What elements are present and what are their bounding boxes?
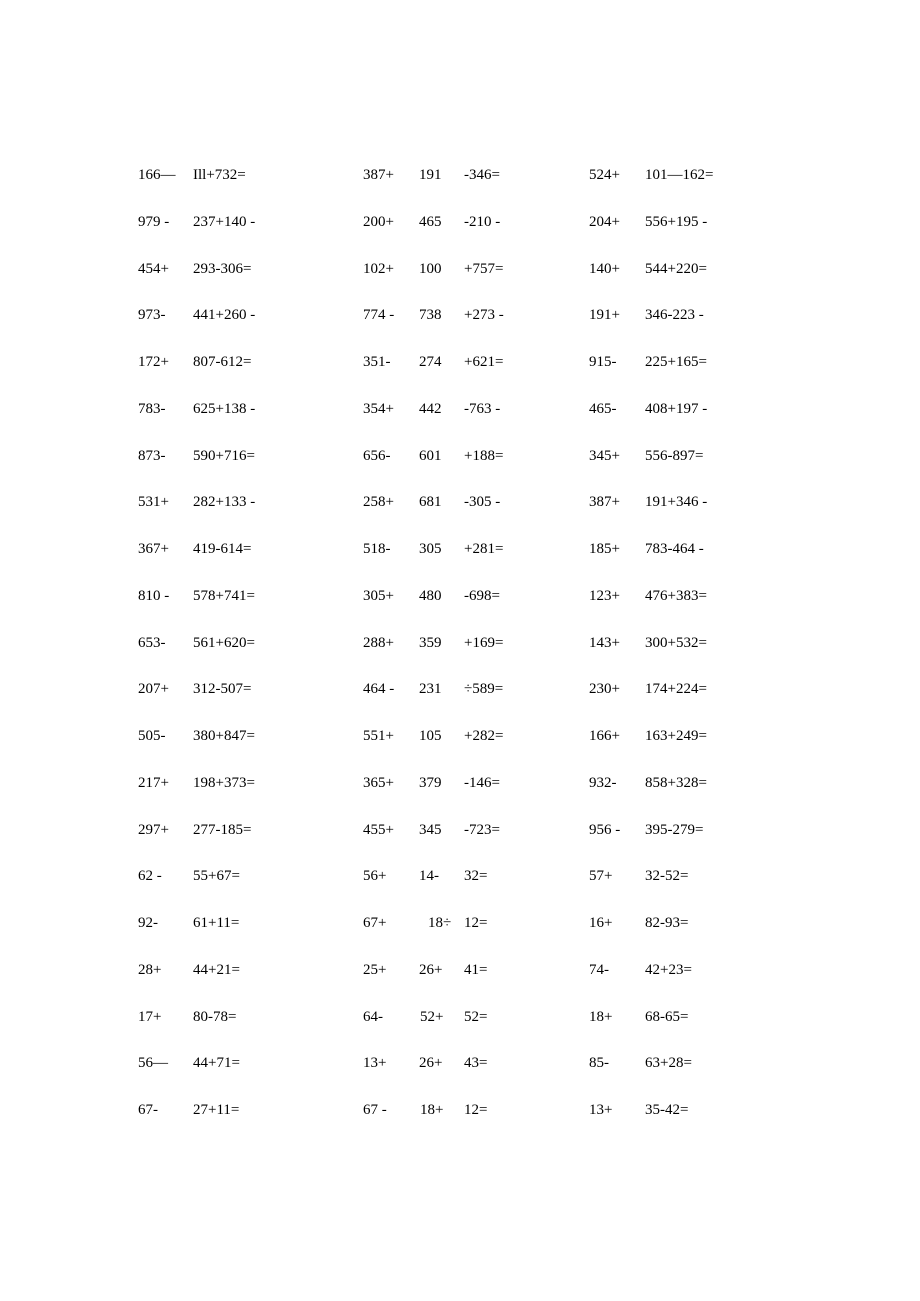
- problem-cell-right-second: 225+165=: [645, 354, 707, 370]
- problem-cell-mid-first: 288+: [363, 634, 394, 651]
- problem-cell-left-second: 293-306=: [193, 260, 252, 277]
- problem-cell-mid-first: 774 -: [363, 307, 395, 324]
- problem-cell-right-second: 42+23=: [645, 961, 692, 978]
- problem-cell-mid-first: 67 -: [363, 1102, 387, 1118]
- problem-cell-left-first: 297+: [138, 821, 169, 838]
- problem-cell-left-second: Ill+732=: [193, 167, 246, 183]
- problem-cell-right-second: 32-52=: [645, 868, 689, 885]
- problem-cell-mid-third: +282=: [464, 728, 504, 744]
- problem-cell-mid-third: +281=: [464, 541, 504, 557]
- problem-cell-mid-second: 18÷: [428, 915, 452, 931]
- problem-cell-mid-third: +757=: [464, 260, 504, 277]
- problem-cell-mid-second: 738: [419, 307, 442, 324]
- problem-cell-mid-third: 41=: [464, 961, 488, 978]
- problem-cell-mid-second: 52+: [420, 1008, 444, 1025]
- problem-cell-right-second: 395-279=: [645, 821, 704, 838]
- problem-cell-right-first: 524+: [589, 167, 620, 183]
- problem-cell-right-first: 932-: [589, 774, 617, 791]
- problem-cell-left-second: 198+373=: [193, 774, 255, 791]
- problem-cell-right-second: 556-897=: [645, 447, 704, 464]
- problem-cell-mid-second: 105: [419, 728, 442, 744]
- problem-cell-mid-second: 231: [419, 681, 442, 698]
- problem-cell-left-first: 92-: [138, 915, 158, 931]
- problem-row: [0, 350, 920, 374]
- problem-cell-right-second: 476+383=: [645, 587, 707, 604]
- problem-cell-right-first: 74-: [589, 961, 609, 978]
- problem-cell-mid-third: -146=: [464, 774, 500, 791]
- problem-row: [0, 911, 920, 935]
- problem-cell-right-second: 191+346 -: [645, 494, 708, 511]
- problem-cell-mid-second: 359: [419, 634, 442, 651]
- problem-cell-right-first: 140+: [589, 260, 620, 277]
- problem-cell-mid-second: 681: [419, 494, 442, 511]
- problem-cell-right-first: 465-: [589, 400, 617, 417]
- problem-cell-mid-second: 191: [419, 167, 442, 183]
- problem-cell-right-second: 544+220=: [645, 260, 707, 277]
- problem-cell-mid-first: 258+: [363, 494, 394, 511]
- problem-cell-mid-third: +169=: [464, 634, 504, 651]
- problem-cell-left-second: 61+11=: [193, 915, 240, 931]
- problem-cell-left-first: 172+: [138, 354, 169, 370]
- problem-cell-mid-third: 52=: [464, 1008, 488, 1025]
- problem-row: [0, 163, 920, 187]
- problem-cell-right-second: 35-42=: [645, 1102, 689, 1118]
- problem-cell-mid-first: 102+: [363, 260, 394, 277]
- problem-row: [0, 771, 920, 795]
- problem-cell-right-second: 68-65=: [645, 1008, 689, 1025]
- problem-cell-left-first: 56—: [138, 1055, 168, 1072]
- problem-cell-mid-third: +188=: [464, 447, 504, 464]
- problem-cell-mid-third: 32=: [464, 868, 488, 885]
- problem-cell-left-second: 55+67=: [193, 868, 240, 885]
- problem-cell-right-first: 123+: [589, 587, 620, 604]
- problem-row: [0, 1005, 920, 1029]
- problem-cell-left-first: 505-: [138, 728, 166, 744]
- problem-row: [0, 444, 920, 468]
- problem-cell-right-second: 82-93=: [645, 915, 689, 931]
- problem-cell-left-second: 625+138 -: [193, 400, 256, 417]
- problem-cell-mid-first: 64-: [363, 1008, 383, 1025]
- problem-row: [0, 1098, 920, 1122]
- problem-cell-mid-second: 465: [419, 213, 442, 230]
- problem-cell-mid-third: 12=: [464, 1102, 488, 1118]
- problem-cell-left-first: 810 -: [138, 587, 170, 604]
- problem-cell-mid-third: -763 -: [464, 400, 501, 417]
- problem-cell-right-second: 300+532=: [645, 634, 707, 651]
- problem-cell-left-first: 62 -: [138, 868, 162, 885]
- problem-cell-mid-second: 100: [419, 260, 442, 277]
- problem-cell-mid-third: -346=: [464, 167, 500, 183]
- problem-cell-mid-first: 25+: [363, 961, 387, 978]
- problem-cell-right-first: 345+: [589, 447, 620, 464]
- problem-cell-mid-first: 551+: [363, 728, 394, 744]
- problem-cell-mid-third: 43=: [464, 1055, 488, 1072]
- problem-cell-right-first: 204+: [589, 213, 620, 230]
- problem-cell-mid-first: 351-: [363, 354, 391, 370]
- problem-cell-mid-third: -210 -: [464, 213, 501, 230]
- problem-cell-left-second: 807-612=: [193, 354, 252, 370]
- problem-cell-left-first: 783-: [138, 400, 166, 417]
- problem-cell-left-second: 277-185=: [193, 821, 252, 838]
- problem-cell-left-second: 80-78=: [193, 1008, 237, 1025]
- problem-cell-left-first: 531+: [138, 494, 169, 511]
- problem-cell-mid-third: -723=: [464, 821, 500, 838]
- problem-cell-left-first: 28+: [138, 961, 162, 978]
- problem-cell-left-second: 441+260 -: [193, 307, 256, 324]
- problem-cell-right-second: 408+197 -: [645, 400, 708, 417]
- problem-cell-left-first: 653-: [138, 634, 166, 651]
- problem-cell-mid-second: 18+: [420, 1102, 444, 1118]
- problem-row: [0, 677, 920, 701]
- problem-cell-mid-first: 387+: [363, 167, 394, 183]
- problem-cell-mid-second: 379: [419, 774, 442, 791]
- problem-cell-mid-first: 518-: [363, 541, 391, 557]
- problem-cell-left-second: 282+133 -: [193, 494, 256, 511]
- problem-cell-left-second: 27+11=: [193, 1102, 240, 1118]
- problem-cell-mid-first: 656-: [363, 447, 391, 464]
- problem-cell-mid-second: 26+: [419, 1055, 443, 1072]
- problem-cell-right-first: 143+: [589, 634, 620, 651]
- problem-cell-right-first: 166+: [589, 728, 620, 744]
- problem-cell-right-first: 85-: [589, 1055, 609, 1072]
- problem-row: [0, 864, 920, 888]
- problem-row: [0, 210, 920, 234]
- problem-cell-mid-third: -698=: [464, 587, 500, 604]
- problem-cell-mid-first: 365+: [363, 774, 394, 791]
- problem-row: [0, 818, 920, 842]
- problem-cell-right-second: 783-464 -: [645, 541, 704, 557]
- problem-cell-left-first: 207+: [138, 681, 169, 698]
- problem-cell-mid-third: +273 -: [464, 307, 504, 324]
- problem-row: [0, 584, 920, 608]
- problem-cell-right-first: 57+: [589, 868, 613, 885]
- problem-row: [0, 724, 920, 748]
- problem-cell-right-first: 185+: [589, 541, 620, 557]
- problem-cell-left-first: 166—: [138, 167, 176, 183]
- problem-row: [0, 303, 920, 327]
- problem-cell-mid-second: 305: [419, 541, 442, 557]
- problem-cell-left-second: 578+741=: [193, 587, 255, 604]
- problem-cell-right-second: 556+195 -: [645, 213, 708, 230]
- problem-cell-right-second: 346-223 -: [645, 307, 704, 324]
- problem-cell-mid-second: 480: [419, 587, 442, 604]
- problem-cell-left-second: 44+21=: [193, 961, 240, 978]
- problem-cell-mid-third: ÷589=: [464, 681, 504, 698]
- problem-cell-right-first: 387+: [589, 494, 620, 511]
- problem-cell-mid-first: 305+: [363, 587, 394, 604]
- problem-row: [0, 490, 920, 514]
- problem-cell-left-first: 367+: [138, 541, 169, 557]
- problem-cell-mid-second: 26+: [419, 961, 443, 978]
- problem-cell-left-first: 979 -: [138, 213, 170, 230]
- problem-cell-left-second: 380+847=: [193, 728, 255, 744]
- problem-cell-right-second: 174+224=: [645, 681, 707, 698]
- problem-cell-mid-first: 354+: [363, 400, 394, 417]
- problem-row: [0, 958, 920, 982]
- problem-cell-left-first: 217+: [138, 774, 169, 791]
- problem-cell-right-first: 191+: [589, 307, 620, 324]
- problem-row: [0, 257, 920, 281]
- problem-row: [0, 631, 920, 655]
- problem-cell-mid-second: 345: [419, 821, 442, 838]
- problem-cell-mid-first: 67+: [363, 915, 387, 931]
- problem-cell-left-second: 419-614=: [193, 541, 252, 557]
- problem-cell-left-first: 17+: [138, 1008, 162, 1025]
- problem-cell-mid-second: 601: [419, 447, 442, 464]
- problem-cell-right-first: 956 -: [589, 821, 621, 838]
- problem-cell-mid-second: 274: [419, 354, 442, 370]
- problem-cell-mid-second: 14-: [419, 868, 439, 885]
- problem-cell-mid-third: +621=: [464, 354, 504, 370]
- problem-cell-left-first: 873-: [138, 447, 166, 464]
- problem-cell-mid-second: 442: [419, 400, 442, 417]
- problem-row: [0, 537, 920, 561]
- problem-cell-right-first: 18+: [589, 1008, 613, 1025]
- problem-cell-right-first: 16+: [589, 915, 613, 931]
- problem-cell-mid-first: 56+: [363, 868, 387, 885]
- problem-cell-right-first: 915-: [589, 354, 617, 370]
- problem-cell-right-first: 230+: [589, 681, 620, 698]
- problem-cell-left-second: 44+71=: [193, 1055, 240, 1072]
- problem-cell-mid-first: 200+: [363, 213, 394, 230]
- problem-cell-mid-third: 12=: [464, 915, 488, 931]
- problem-row: [0, 397, 920, 421]
- problem-cell-left-second: 590+716=: [193, 447, 255, 464]
- problem-cell-mid-first: 13+: [363, 1055, 387, 1072]
- problem-cell-right-second: 163+249=: [645, 728, 707, 744]
- problem-cell-right-second: 101—162=: [645, 167, 714, 183]
- problem-cell-left-first: 973-: [138, 307, 166, 324]
- problem-cell-left-second: 237+140 -: [193, 213, 256, 230]
- problem-row: [0, 1051, 920, 1075]
- problem-cell-mid-first: 455+: [363, 821, 394, 838]
- problem-cell-right-second: 63+28=: [645, 1055, 692, 1072]
- problem-cell-left-second: 561+620=: [193, 634, 255, 651]
- problem-cell-left-first: 454+: [138, 260, 169, 277]
- problem-cell-mid-first: 464 -: [363, 681, 395, 698]
- problem-cell-right-first: 13+: [589, 1102, 613, 1118]
- problem-cell-left-second: 312-507=: [193, 681, 252, 698]
- problem-cell-right-second: 858+328=: [645, 774, 707, 791]
- problem-cell-mid-third: -305 -: [464, 494, 501, 511]
- problem-cell-left-first: 67-: [138, 1102, 158, 1118]
